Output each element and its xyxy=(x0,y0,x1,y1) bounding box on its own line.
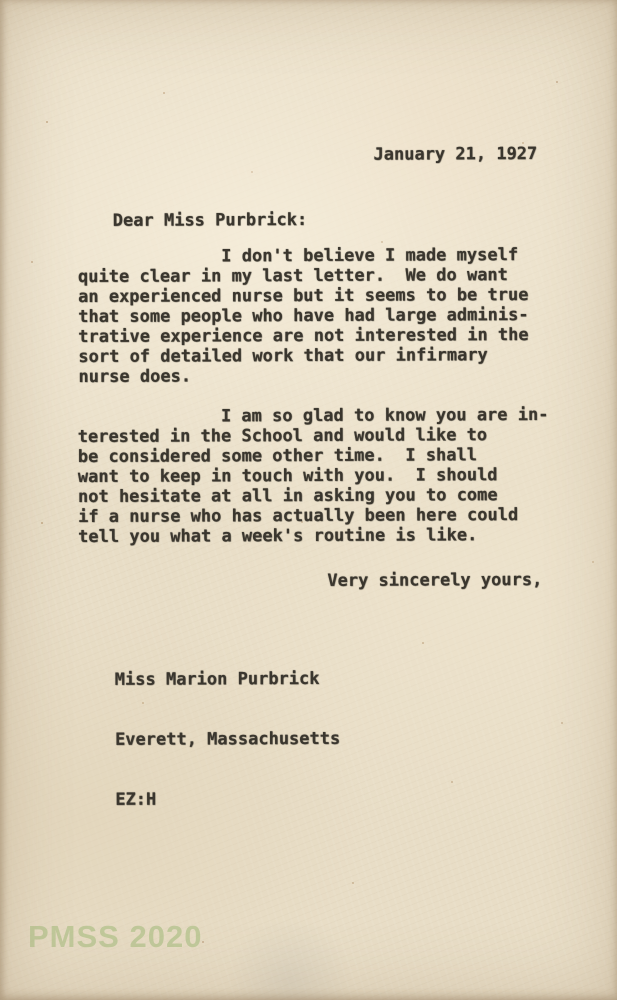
recipient-city: Everett, Massachusetts xyxy=(115,728,341,750)
recipient-block xyxy=(115,629,341,850)
salutation: Dear Miss Purbrick: xyxy=(112,210,308,231)
body-paragraph-2: I am so glad to know you are in- terested in the School and would like to be considered some other time. I shall want to keep in touch with you. I should not hesitate at all in asking you to come if a nurse who has actually been here could tell you what a week's routine is like. xyxy=(77,404,549,548)
recipient-name: Miss Marion Purbrick xyxy=(114,668,320,690)
typist-initials: EZ:H xyxy=(115,789,157,810)
letter-date: January 21, 1927 xyxy=(373,143,538,165)
archive-watermark: PMSS 2020 xyxy=(28,919,203,954)
body-paragraph-1: I don't believe I made myself quite clear in my last letter. We do want an experienced nurse but it seems to be true that some people who have had large adminis- trative experience are not interested in the sort of detailed work that our infirmary nurse does. xyxy=(77,245,529,388)
closing-valediction: Very sincerely yours, xyxy=(327,569,543,591)
